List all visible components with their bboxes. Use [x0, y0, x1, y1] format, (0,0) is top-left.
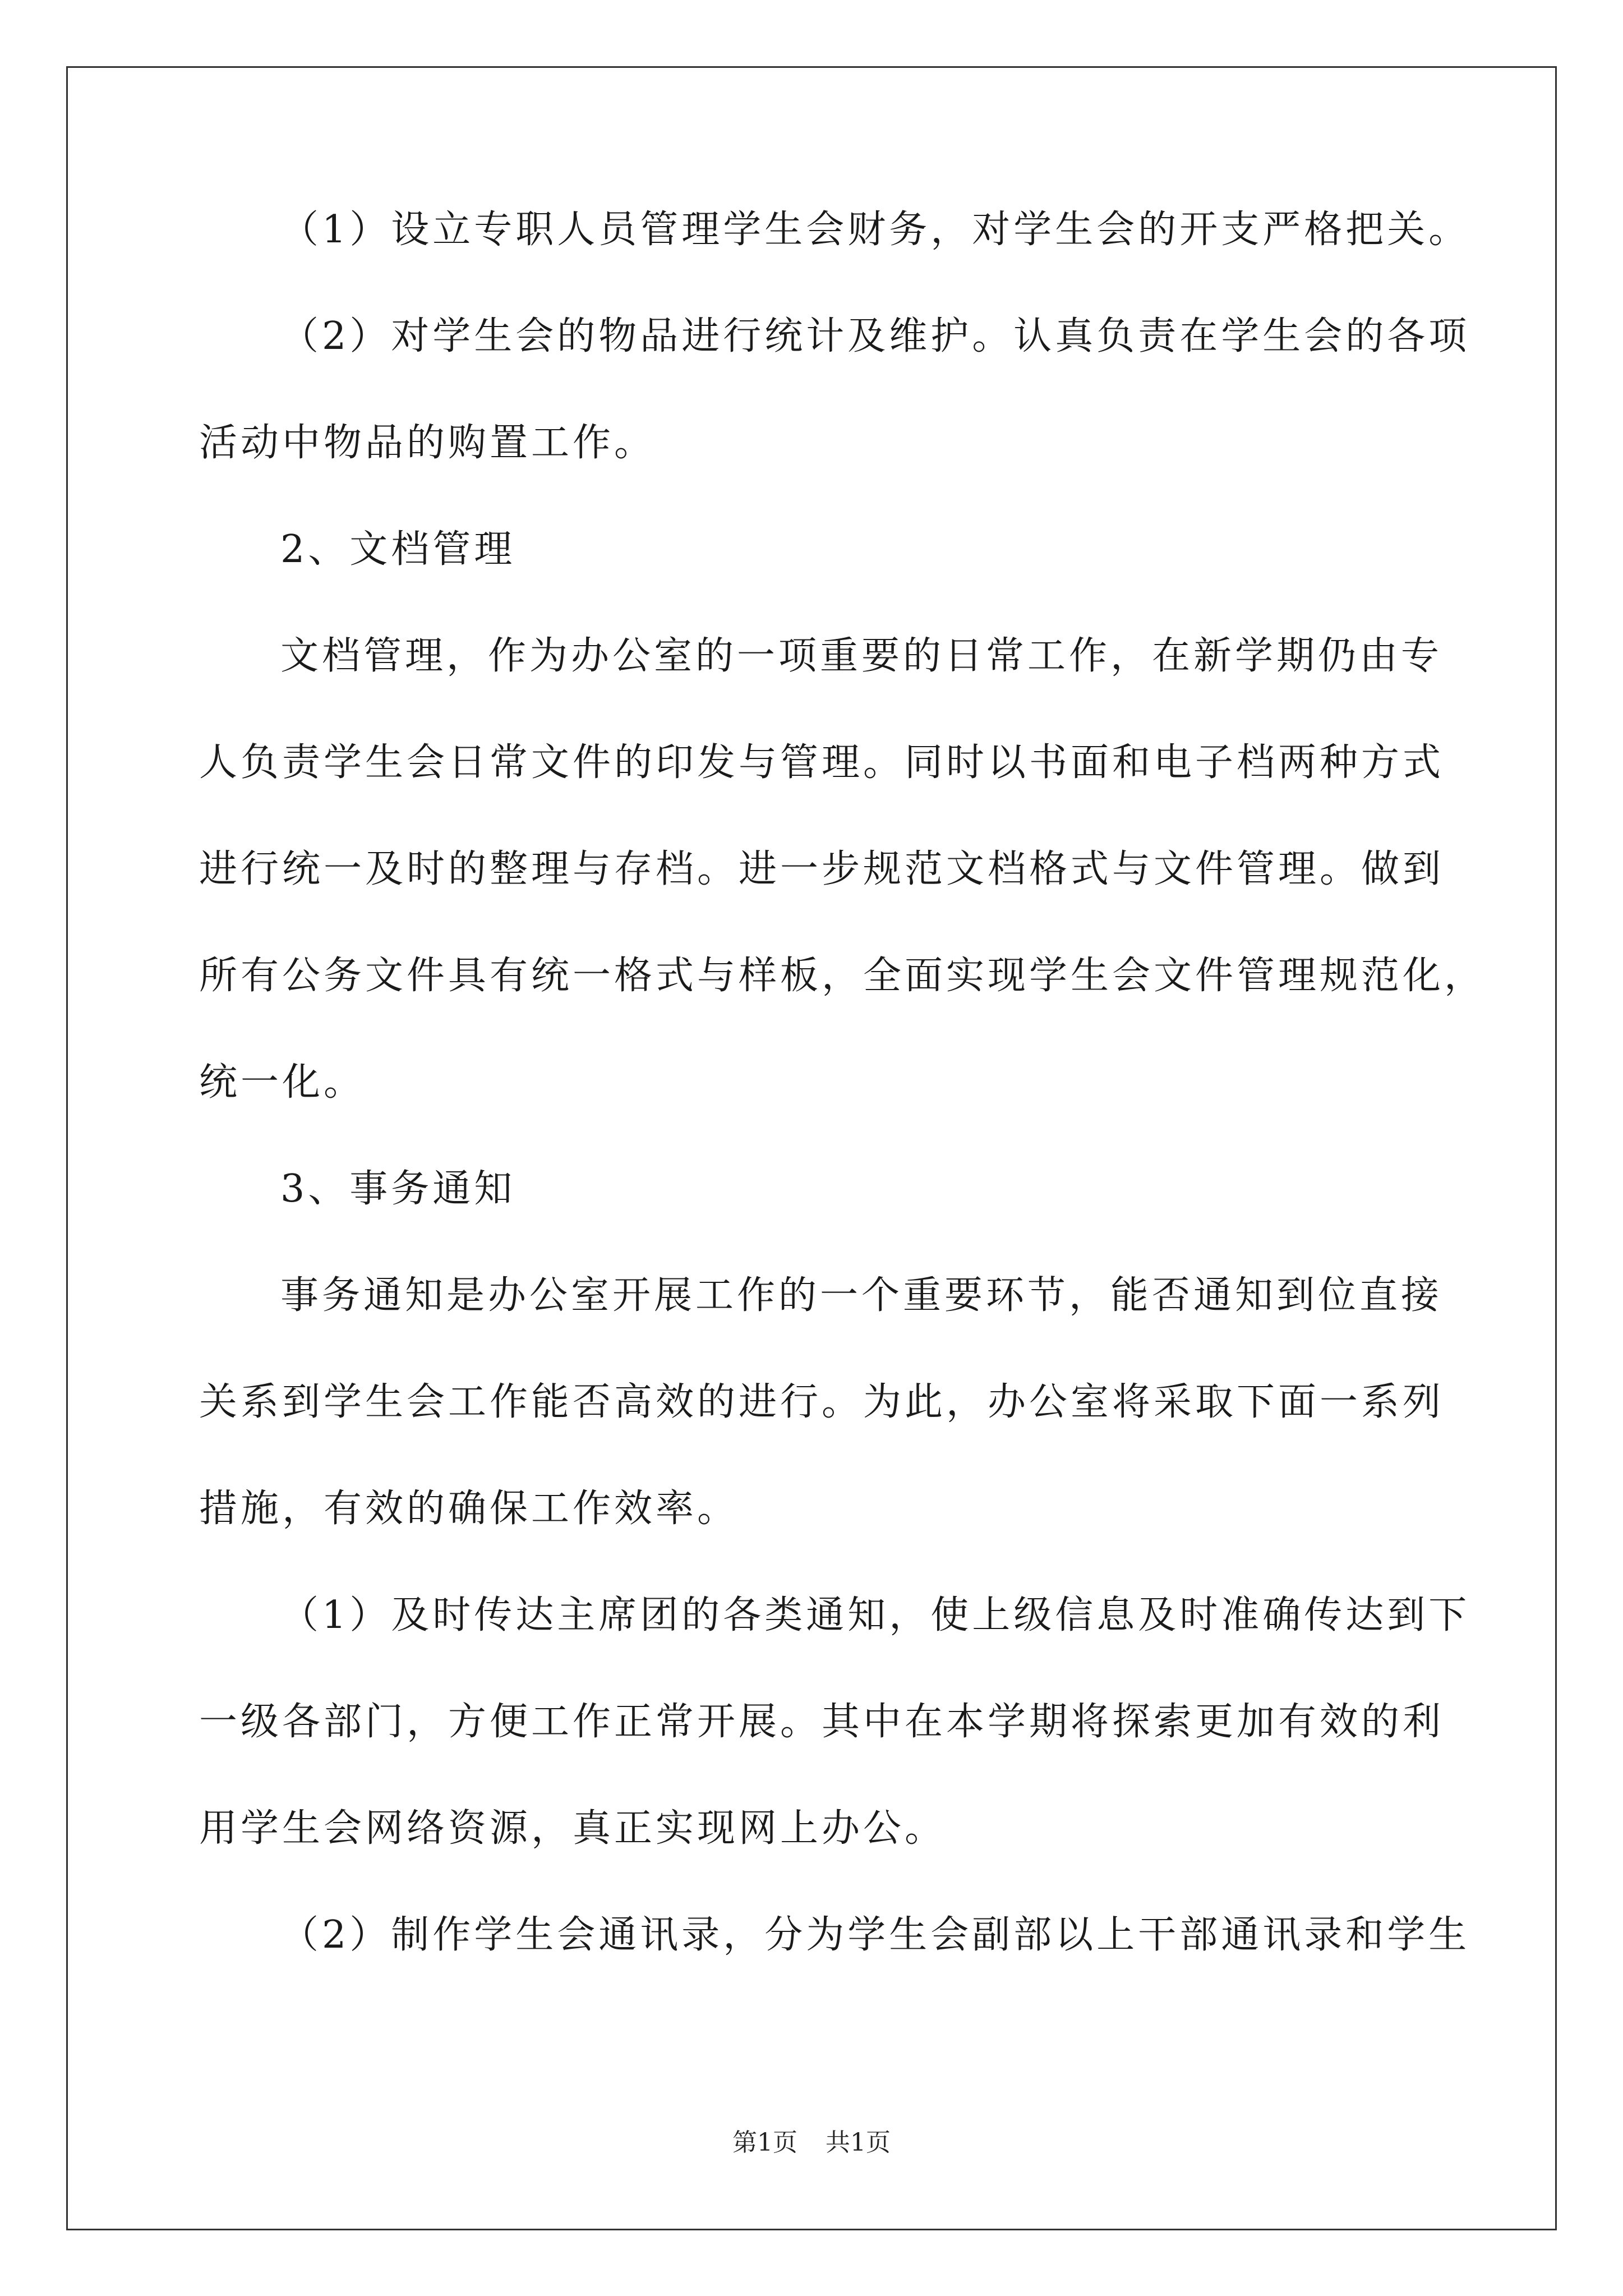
paragraph-line: 关系到学生会工作能否高效的进行。为此，办公室将采取下面一系列 [199, 1380, 1445, 1424]
page-total: 共1页 [826, 2128, 891, 2157]
paragraph-line: 活动中物品的购置工作。 [199, 421, 656, 465]
paragraph-line: （2）制作学生会通讯录，分为学生会副部以上干部通讯录和学生 [280, 1913, 1470, 1957]
page-border [66, 66, 1557, 2230]
paragraph-line: （1）及时传达主席团的各类通知，使上级信息及时准确传达到下 [280, 1593, 1470, 1637]
paragraph-line: 措施，有效的确保工作效率。 [199, 1487, 739, 1531]
page-number: 第1页 [732, 2128, 797, 2157]
paragraph-line: 进行统一及时的整理与存档。进一步规范文档格式与文件管理。做到 [199, 847, 1445, 891]
paragraph-line: 统一化。 [199, 1060, 366, 1105]
paragraph-line: 用学生会网络资源，真正实现网上办公。 [199, 1806, 947, 1851]
paragraph-line: （2）对学生会的物品进行统计及维护。认真负责在学生会的各项 [280, 314, 1470, 358]
section-heading: 2、文档管理 [280, 527, 516, 572]
paragraph-line: 文档管理，作为办公室的一项重要的日常工作，在新学期仍由专 [280, 634, 1443, 678]
paragraph-line: 所有公务文件具有统一格式与样板，全面实现学生会文件管理规范化， [199, 954, 1486, 998]
page-footer [0, 2126, 1623, 2160]
paragraph-line: 事务通知是办公室开展工作的一个重要环节，能否通知到位直接 [280, 1273, 1443, 1318]
paragraph-line: 一级各部门，方便工作正常开展。其中在本学期将探索更加有效的利 [199, 1700, 1445, 1744]
paragraph-line: （1）设立专职人员管理学生会财务，对学生会的开支严格把关。 [280, 208, 1470, 252]
section-heading: 3、事务通知 [280, 1167, 516, 1211]
paragraph-line: 人负责学生会日常文件的印发与管理。同时以书面和电子档两种方式 [199, 740, 1445, 785]
